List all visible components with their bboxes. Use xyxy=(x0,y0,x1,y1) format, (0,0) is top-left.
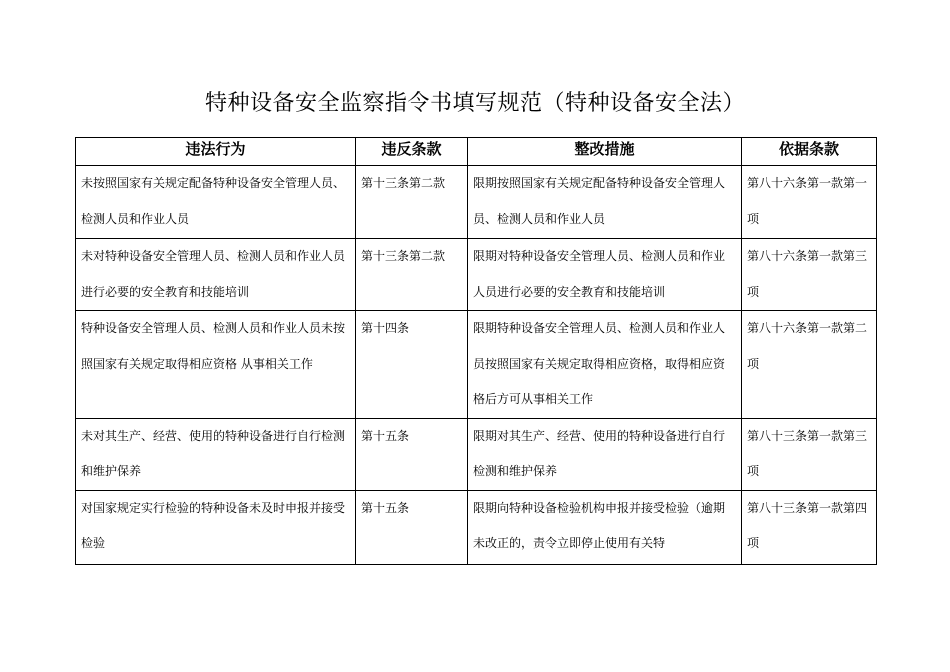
header-basis: 依据条款 xyxy=(742,138,877,166)
cell-violation-text: 未按照国家有关规定配备特种设备安全管理人员、检测人员和作业人员 xyxy=(81,176,346,226)
cell-violation-text: 对国家规定实行检验的特种设备未及时申报并接受检验 xyxy=(81,500,346,550)
table-row xyxy=(76,490,877,564)
cell-rectification xyxy=(468,311,742,419)
cell-basis xyxy=(742,239,877,311)
cell-basis-text: 第八十六条第一款第二项 xyxy=(747,321,868,371)
cell-violation-text: 未对其生产、经营、使用的特种设备进行自行检测和维护保养 xyxy=(81,428,346,478)
table-row xyxy=(76,418,877,490)
cell-clause xyxy=(356,311,468,419)
cell-clause-text: 第十三条第二款 xyxy=(361,249,446,263)
header-violation: 违法行为 xyxy=(76,138,356,166)
cell-clause xyxy=(356,490,468,564)
cell-basis-text: 第八十六条第一款第一项 xyxy=(747,176,868,226)
cell-clause-text: 第十五条 xyxy=(361,500,410,515)
cell-violation-text: 特种设备安全管理人员、检测人员和作业人员未按照国家有关规定取得相应资格 从事相关工作 xyxy=(81,321,346,371)
cell-basis-text: 第八十三条第一款第三项 xyxy=(747,428,868,478)
cell-clause-text: 第十三条第二款 xyxy=(361,176,446,190)
cell-rectification xyxy=(468,239,742,311)
cell-basis-text: 第八十六条第一款第三项 xyxy=(747,249,868,299)
cell-violation xyxy=(76,166,356,239)
cell-basis xyxy=(742,311,877,419)
cell-rectification xyxy=(468,490,742,564)
cell-basis xyxy=(742,490,877,564)
regulation-table xyxy=(75,137,877,565)
cell-clause-text: 第十四条 xyxy=(361,321,410,335)
cell-basis xyxy=(742,418,877,490)
cell-rectification xyxy=(468,418,742,490)
cell-violation xyxy=(76,418,356,490)
cell-violation xyxy=(76,239,356,311)
cell-clause-text: 第十五条 xyxy=(361,428,410,443)
cell-clause xyxy=(356,239,468,311)
cell-clause xyxy=(356,418,468,490)
cell-rectification-text: 限期对其生产、经营、使用的特种设备进行自行检测和维护保养 xyxy=(473,428,726,478)
cell-basis xyxy=(742,166,877,239)
header-rectification: 整改措施 xyxy=(468,138,742,166)
cell-violation xyxy=(76,311,356,419)
table-row xyxy=(76,166,877,239)
header-clause: 违反条款 xyxy=(356,138,468,166)
table-header-row xyxy=(76,138,877,166)
table-row xyxy=(76,311,877,419)
document-title: 特种设备安全监察指令书填写规范（特种设备安全法） xyxy=(204,91,745,116)
cell-basis-text: 第八十三条第一款第四项 xyxy=(747,500,868,550)
cell-rectification-text: 限期按照国家有关规定配备特种设备安全管理人员、检测人员和作业人员 xyxy=(473,176,726,226)
cell-rectification xyxy=(468,166,742,239)
cell-rectification-text: 限期特种设备安全管理人员、检测人员和作业人员按照国家有关规定取得相应资格，取得相应资格后方可从事相关工作 xyxy=(473,321,726,406)
table-row xyxy=(76,239,877,311)
cell-rectification-text: 限期对特种设备安全管理人员、检测人员和作业人员进行必要的安全教育和技能培训 xyxy=(473,249,726,299)
cell-violation-text: 未对特种设备安全管理人员、检测人员和作业人员进行必要的安全教育和技能培训 xyxy=(81,249,346,299)
cell-rectification-text: 限期向特种设备检验机构申报并接受检验（逾期未改正的，责令立即停止使用有关特 xyxy=(473,500,726,550)
cell-clause xyxy=(356,166,468,239)
cell-violation xyxy=(76,490,356,564)
